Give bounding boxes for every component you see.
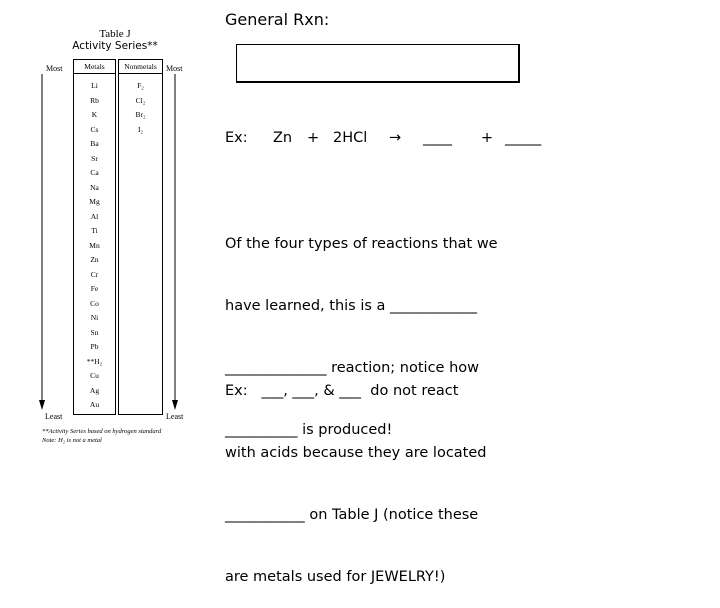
metal-element: Li: [91, 81, 98, 90]
metal-element: Sr: [91, 153, 98, 163]
metal-element: Zn: [90, 255, 99, 264]
paragraph-line: __________ is produced!: [225, 422, 393, 438]
most-label-left: Most: [46, 64, 63, 73]
paragraph-line: have learned, this is a ____________: [225, 298, 478, 314]
reactant-hcl: 2HCl: [333, 130, 368, 146]
metal-element: Na: [90, 182, 99, 192]
nonmetals-column: [118, 59, 163, 415]
metal-element: Ca: [90, 168, 99, 177]
unreactive-metals-paragraph: [225, 340, 487, 608]
paragraph-line: ______________ reaction; notice how: [225, 360, 479, 376]
paragraph-line: are metals used for JEWELRY!): [225, 569, 446, 585]
metals-list: [74, 79, 115, 413]
paragraph-line: Ex: ___, ___, & ___ do not react: [225, 383, 459, 399]
example-label: Ex:: [225, 130, 248, 146]
nonmetals-list: [119, 79, 162, 137]
metals-column: [73, 59, 116, 415]
paragraph-line: with acids because they are located: [225, 445, 487, 461]
right-arrow-icon: →: [389, 130, 402, 146]
metal-element: Ag: [89, 385, 100, 395]
metal-element: Cu: [90, 371, 99, 380]
general-reaction-heading: General Rxn:: [225, 10, 330, 29]
plus-sign: +: [307, 130, 320, 146]
plus-sign: +: [481, 130, 494, 146]
note: Note: H₂ is not a metal: [42, 437, 102, 444]
down-arrow-icon: [39, 74, 45, 410]
general-reaction-answer-box: [236, 44, 520, 83]
metal-element: Ti: [91, 226, 98, 235]
nonmetal-element: Cl₂: [135, 95, 146, 105]
table-subtitle: Activity Series**: [72, 40, 158, 52]
metal-element: Rb: [90, 95, 99, 105]
footnote: **Activity Series based on hydrogen standard: [42, 428, 162, 435]
paragraph-line: Of the four types of reactions that we: [225, 236, 498, 252]
metals-header: Metals: [74, 62, 115, 74]
reactant-zinc: Zn: [273, 130, 293, 146]
nonmetal-element: I₂: [137, 124, 144, 134]
metal-element: Co: [90, 298, 99, 308]
metal-element: Al: [90, 211, 99, 221]
nonmetal-element: F₂: [137, 81, 144, 90]
down-arrow-icon: [172, 74, 178, 410]
metal-element: Cs: [90, 124, 99, 134]
nonmetals-header: Nonmetals: [119, 62, 162, 74]
metal-element: Pb: [90, 342, 99, 351]
table-title: Table J: [99, 28, 131, 40]
product-blank-2: _____: [505, 130, 542, 146]
metal-element: Mn: [89, 240, 100, 250]
metal-element: Cr: [90, 269, 99, 279]
most-label-right: Most: [166, 64, 183, 73]
least-label-left: Least: [45, 412, 63, 421]
product-blank-1: ____: [423, 130, 452, 146]
metal-element: Fe: [90, 284, 99, 293]
metal-element: K: [91, 110, 98, 119]
metal-element: Ni: [90, 313, 99, 322]
metal-element: Sn: [90, 327, 99, 337]
least-label-right: Least: [166, 412, 184, 421]
metal-element: Ba: [90, 139, 99, 148]
metal-element: Au: [89, 400, 100, 409]
paragraph-line: ___________ on Table J (notice these: [225, 507, 479, 523]
metal-element: Mg: [89, 197, 100, 206]
nonmetal-element: Br₂: [135, 110, 146, 119]
metal-element: **H₂: [86, 356, 103, 366]
